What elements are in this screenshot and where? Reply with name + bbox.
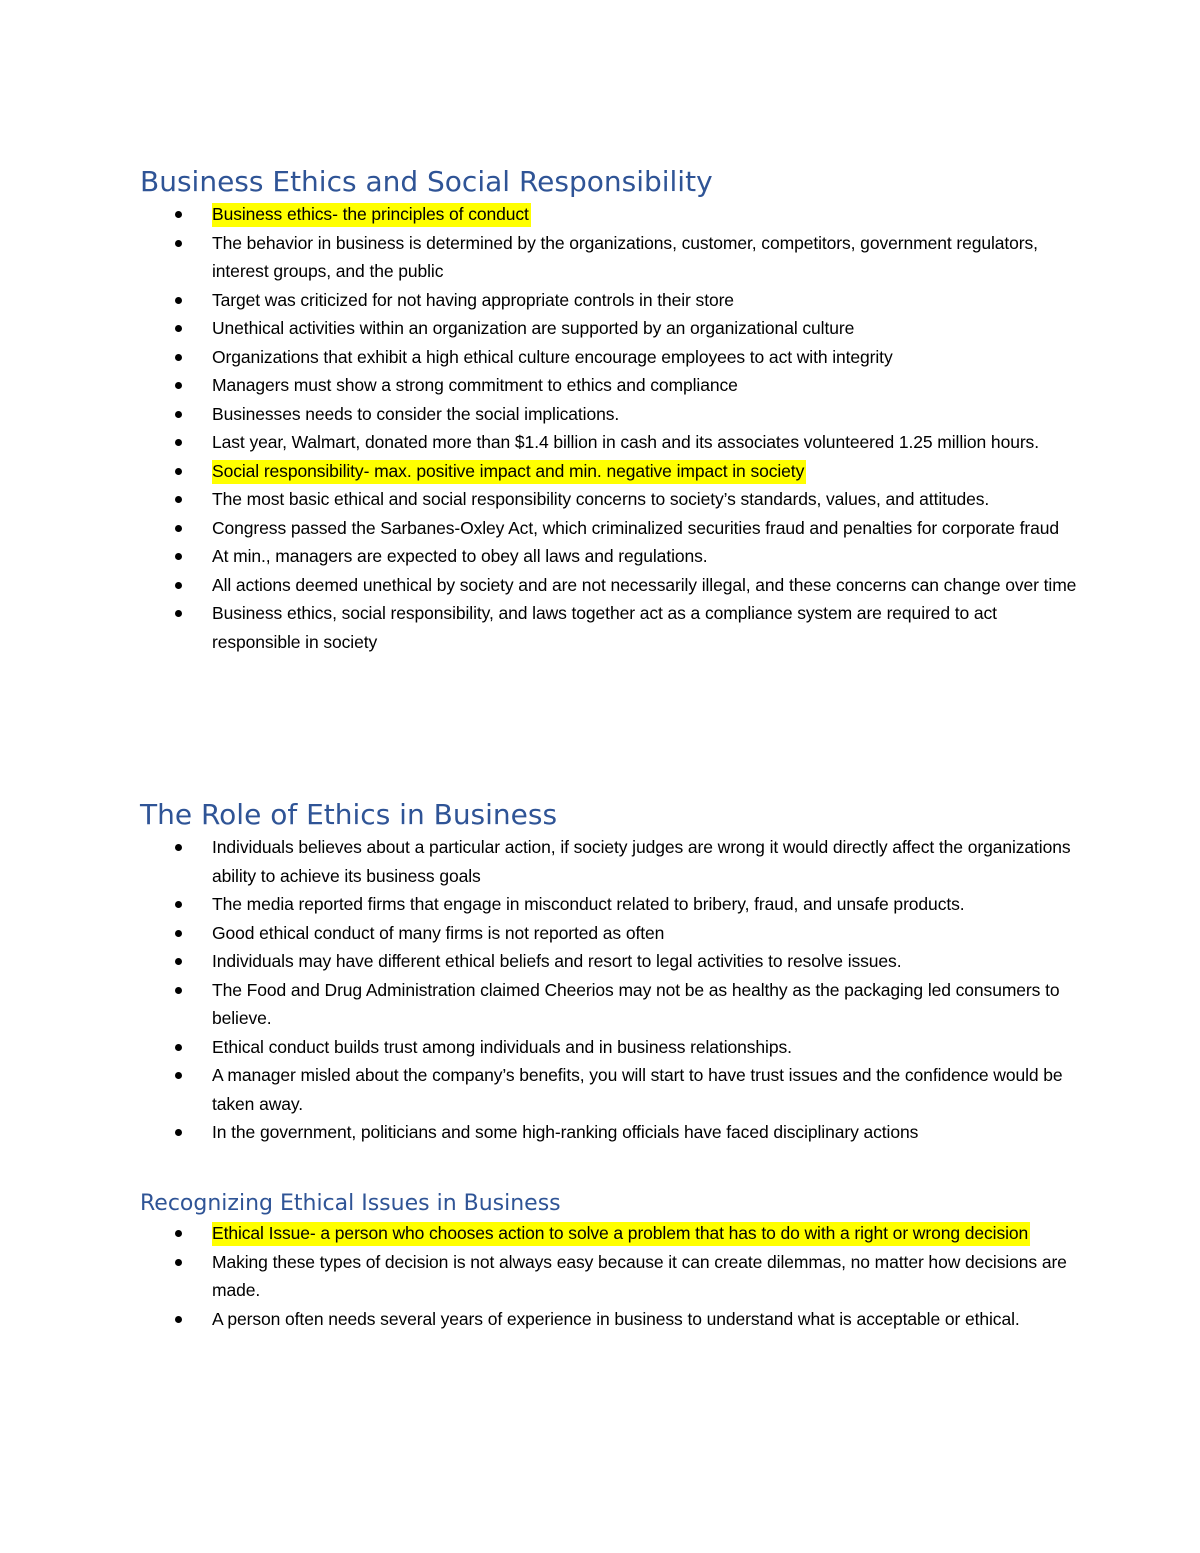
list-item xyxy=(140,1061,1080,1118)
list-item xyxy=(140,1118,1080,1147)
list-item-text: The media reported firms that engage in misconduct related to bribery, fraud, and unsafe products. xyxy=(212,894,965,914)
bullet-icon xyxy=(175,610,182,617)
list-item xyxy=(140,457,1080,486)
section-heading: Business Ethics and Social Responsibility xyxy=(140,165,713,198)
bullet-icon xyxy=(175,325,182,332)
list-item xyxy=(140,1305,1080,1334)
list-item xyxy=(140,428,1080,457)
section-recognizing-issues xyxy=(140,1189,1080,1333)
bullet-icon xyxy=(175,496,182,503)
bullet-icon xyxy=(175,382,182,389)
highlighted-text: Social responsibility- max. positive impact and min. negative impact in society xyxy=(212,460,806,484)
bullet-icon xyxy=(175,553,182,560)
bullet-icon xyxy=(175,297,182,304)
list-item-text: Good ethical conduct of many firms is not reported as often xyxy=(212,922,665,943)
section-role-of-ethics xyxy=(140,797,1080,1147)
bullet-icon xyxy=(175,1316,182,1323)
list-item xyxy=(140,200,1080,229)
list-item-text: In the government, politicians and some high-ranking officials have faced disciplinary actions xyxy=(212,1122,919,1142)
bullet-list xyxy=(140,833,1080,1147)
list-item xyxy=(140,485,1080,514)
bullet-icon xyxy=(175,1230,182,1237)
bullet-icon xyxy=(175,240,182,247)
list-item-text: Business ethics, social responsibility, and laws together act as a compliance system are required to act responsible in society xyxy=(212,603,997,652)
bullet-icon xyxy=(175,468,182,475)
list-item xyxy=(140,919,1080,948)
bullet-icon xyxy=(175,525,182,532)
bullet-icon xyxy=(175,958,182,965)
list-item xyxy=(140,542,1080,571)
list-item xyxy=(140,1219,1080,1248)
list-item-text: At min., managers are expected to obey all laws and regulations. xyxy=(212,546,708,566)
section-heading: Recognizing Ethical Issues in Business xyxy=(140,1191,561,1216)
list-item xyxy=(140,833,1080,890)
list-item xyxy=(140,571,1080,600)
bullet-list xyxy=(140,1219,1080,1333)
list-item-text: A person often needs several years of experience in business to understand what is acceptable or ethical. xyxy=(212,1308,1020,1329)
list-item-text: All actions deemed unethical by society and are not necessarily illegal, and these concerns can change over time xyxy=(212,574,1077,595)
bullet-icon xyxy=(175,354,182,361)
list-item-text: Making these types of decision is not always easy because it can create dilemmas, no matter how decisions are made. xyxy=(212,1251,1067,1300)
bullet-icon xyxy=(175,987,182,994)
list-item xyxy=(140,286,1080,315)
highlighted-text: Business ethics- the principles of conduct xyxy=(212,203,531,227)
bullet-list xyxy=(140,200,1080,656)
list-item xyxy=(140,343,1080,372)
list-item-text: Unethical activities within an organization are supported by an organizational culture xyxy=(212,318,855,338)
list-item-text: The behavior in business is determined by the organizations, customer, competitors, government regulators, interest groups, and the public xyxy=(212,232,1038,281)
list-item xyxy=(140,514,1080,543)
list-item-text: Congress passed the Sarbanes-Oxley Act, which criminalized securities fraud and penalties for corporate fraud xyxy=(212,517,1060,538)
list-item xyxy=(140,976,1080,1033)
highlighted-text: Ethical Issue- a person who chooses action to solve a problem that has to do with a right or wrong decision xyxy=(212,1222,1030,1246)
bullet-icon xyxy=(175,582,182,589)
list-item xyxy=(140,1033,1080,1062)
list-item xyxy=(140,890,1080,919)
bullet-icon xyxy=(175,930,182,937)
list-item-text: A manager misled about the company’s benefits, you will start to have trust issues and the confidence would be taken away. xyxy=(212,1065,1063,1114)
section-business-ethics xyxy=(140,164,1080,656)
section-heading: The Role of Ethics in Business xyxy=(140,798,558,831)
list-item xyxy=(140,1248,1080,1305)
list-item xyxy=(140,947,1080,976)
bullet-icon xyxy=(175,211,182,218)
list-item-text: Businesses needs to consider the social implications. xyxy=(212,403,620,424)
bullet-icon xyxy=(175,411,182,418)
bullet-icon xyxy=(175,1129,182,1136)
list-item-text: Managers must show a strong commitment to ethics and compliance xyxy=(212,375,738,395)
list-item xyxy=(140,314,1080,343)
bullet-icon xyxy=(175,844,182,851)
list-item-text: Individuals believes about a particular action, if society judges are wrong it would directly affect the organizations ability to achieve its business goals xyxy=(212,837,1071,886)
list-item xyxy=(140,371,1080,400)
list-item-text: Individuals may have different ethical beliefs and resort to legal activities to resolve issues. xyxy=(212,951,902,971)
list-item-text: The Food and Drug Administration claimed Cheerios may not be as healthy as the packaging led consumers to believe. xyxy=(212,979,1060,1028)
bullet-icon xyxy=(175,439,182,446)
list-item-text: Organizations that exhibit a high ethical culture encourage employees to act with integrity xyxy=(212,346,893,367)
bullet-icon xyxy=(175,1259,182,1266)
list-item xyxy=(140,400,1080,429)
list-item-text: Target was criticized for not having appropriate controls in their store xyxy=(212,289,734,310)
list-item xyxy=(140,599,1080,656)
bullet-icon xyxy=(175,1044,182,1051)
list-item-text: The most basic ethical and social responsibility concerns to society’s standards, values, and attitudes. xyxy=(212,489,990,509)
list-item xyxy=(140,229,1080,286)
bullet-icon xyxy=(175,901,182,908)
bullet-icon xyxy=(175,1072,182,1079)
list-item-text: Ethical conduct builds trust among individuals and in business relationships. xyxy=(212,1036,792,1057)
list-item-text: Last year, Walmart, donated more than $1.4 billion in cash and its associates volunteered 1.25 million hours. xyxy=(212,432,1039,452)
